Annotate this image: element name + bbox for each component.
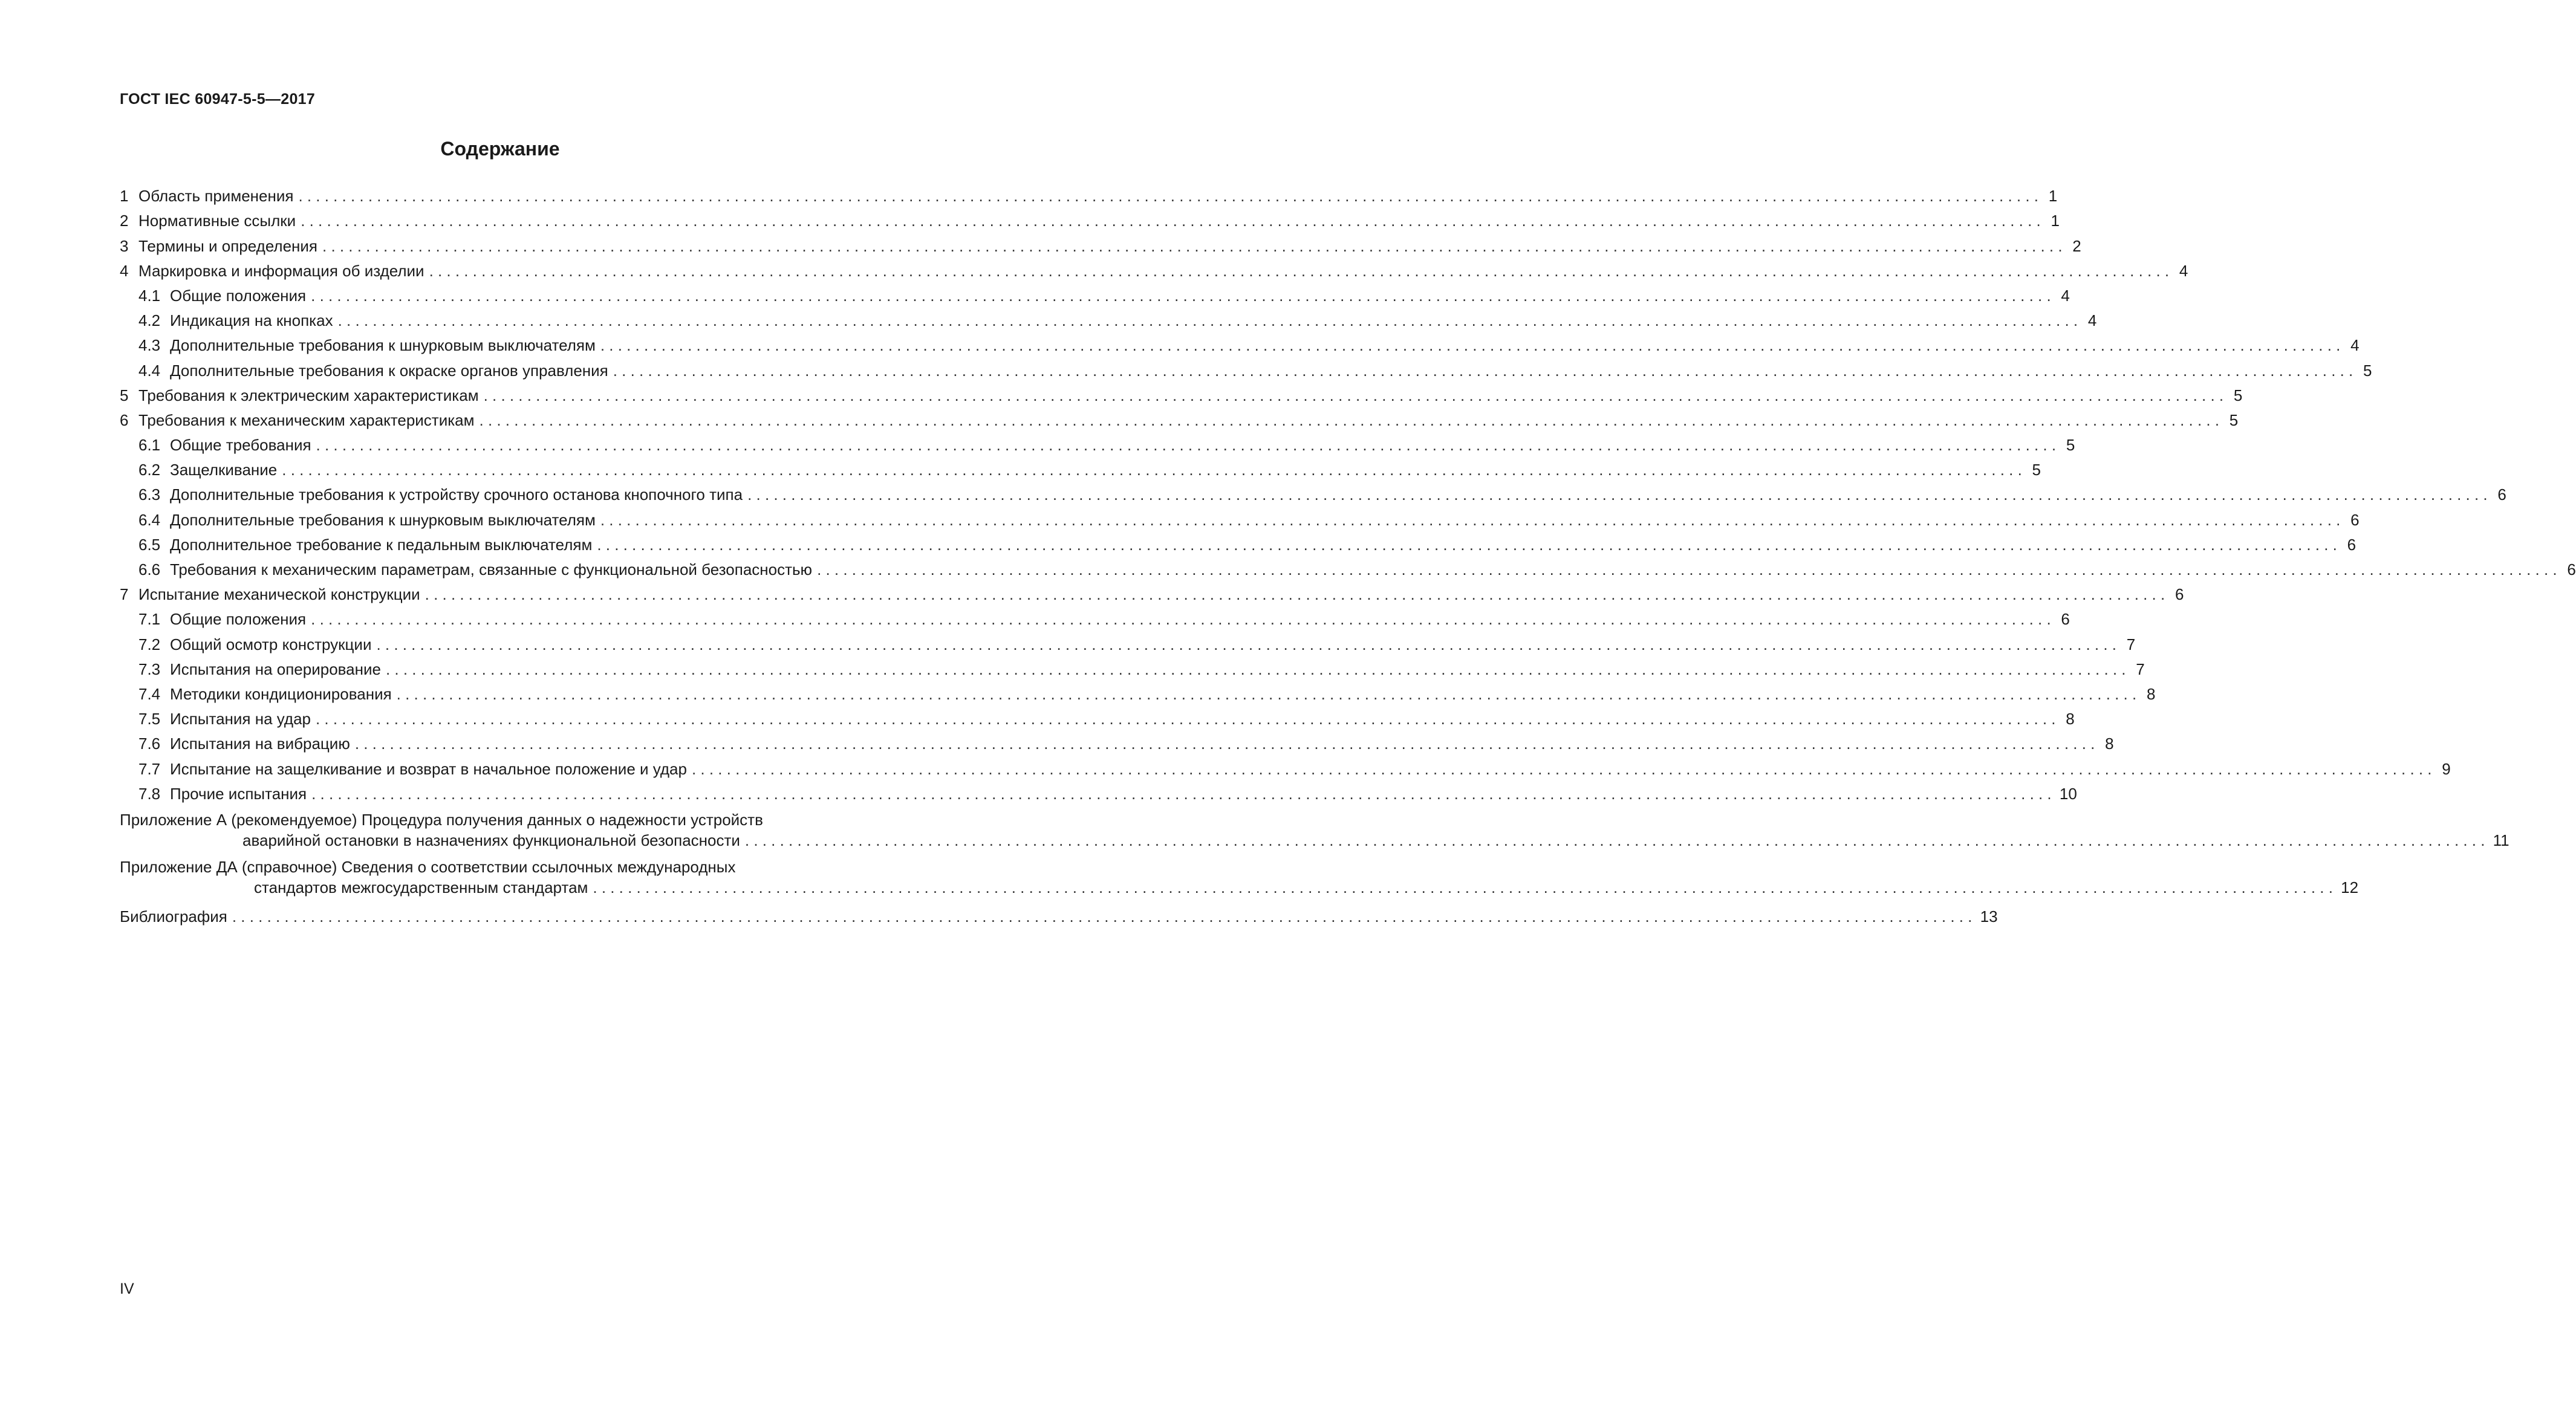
toc-bibliography[interactable] [120,901,1998,926]
toc-leader-dots: ........................................................................................................................................................................................................ [593,878,2338,897]
toc-entry-label: Прочие испытания [170,784,307,803]
toc-entry-label: Общие требования [170,436,311,455]
toc-entry-label: Требования к электрическим характеристикам [138,386,479,404]
toc-entry-page: 2 [2072,236,2081,255]
toc-entry-page: 5 [2032,461,2041,479]
toc-entry-number: 6.6 [138,560,161,579]
toc-entry-7-2[interactable] [120,628,2136,653]
page-number: IV [120,1280,134,1297]
toc-entry-page: 9 [2442,759,2451,778]
toc-entry-number: 7.5 [138,710,161,728]
toc-entry-4[interactable] [120,255,2188,280]
table-of-contents [120,180,2576,926]
toc-entry-label: Дополнительное требование к педальным выключателям [170,535,593,554]
toc-entry-number: 6.2 [138,461,161,479]
toc-leader-dots: ........................................................................................................................................................................................................ [424,585,2170,604]
toc-entry-7-3[interactable] [120,653,2145,678]
document-number: ГОСТ IEC 60947-5-5—2017 [120,91,316,108]
toc-leader-dots: ........................................................................................................................................................................................................ [600,510,2345,529]
toc-entry-6-2[interactable] [120,454,2041,479]
toc-leader-dots: ........................................................................................................................................................................................................ [747,485,2492,504]
toc-leader-dots: ........................................................................................................................................................................................................ [385,660,2130,678]
toc-entry-page: 4 [2179,261,2188,280]
toc-entry-number: 3 [120,236,129,255]
toc-leader-dots: ........................................................................................................................................................................................................ [600,336,2345,355]
toc-entry-page: 6 [2567,560,2576,579]
toc-entry-page: 8 [2066,710,2075,728]
toc-leader-dots: ........................................................................................................................................................................................................ [354,735,2100,753]
toc-entry-6-1[interactable] [120,429,2075,455]
toc-entry-page: 7 [2126,635,2136,653]
toc-entry-label: Термины и определения [138,236,318,255]
toc-entry-number: 6.5 [138,535,161,554]
toc-entry-4-4[interactable] [120,354,2372,380]
toc-entry-label: Защелкивание [170,461,278,479]
toc-entry-page: 6 [2347,535,2356,554]
toc-entry-label: Дополнительные требования к устройству срочного останова кнопочного типа [170,485,743,504]
toc-leader-dots: ........................................................................................................................................................................................................ [479,410,2224,429]
toc-entry-number: 7.6 [138,735,161,753]
toc-leader-dots: ........................................................................................................................................................................................................ [337,311,2083,330]
toc-leader-dots: ........................................................................................................................................................................................................ [301,212,2045,230]
toc-entry-page: 7 [2136,660,2145,678]
toc-entry-label: Дополнительные требования к шнурковым выключателям [170,510,596,529]
toc-entry-label: Нормативные ссылки [138,212,296,230]
toc-entry-label: Испытание на защелкивание и возврат в начальное положение и удар [170,759,687,778]
toc-entry-label: Требования к механическим параметрам, связанные с функциональной безопасностью [170,560,813,579]
toc-leader-dots: ........................................................................................................................................................................................................ [396,684,2141,703]
toc-entry-number: 6.3 [138,485,161,504]
toc-entry-2[interactable] [120,205,2060,230]
toc-entry-number: 4.4 [138,361,161,380]
toc-entry-label: Методики кондиционирования [170,684,392,703]
toc-entry-number: 2 [120,212,129,230]
toc-entry-5[interactable] [120,380,2243,404]
toc-title: Содержание [440,138,560,160]
toc-entry-page: 4 [2087,311,2097,330]
toc-entry-7-7[interactable] [120,753,2451,778]
toc-entry-label: Общий осмотр конструкции [170,635,372,653]
toc-entry-number: 7.1 [138,610,161,629]
toc-entry-label: Маркировка и информация об изделии [138,261,424,280]
toc-entry-6-4[interactable] [120,504,2360,529]
toc-leader-dots: ........................................................................................................................................................................................................ [298,187,2043,206]
toc-entry-number: 6.1 [138,436,161,455]
toc-entry-number: 7.4 [138,684,161,703]
toc-entry-label: Испытание механической конструкции [138,585,420,604]
appendix-da-line1: Приложение ДА (справочное) Сведения о соответствии ссылочных международных [120,857,736,876]
toc-leader-dots: ........................................................................................................................................................................................................ [613,361,2358,380]
toc-leader-dots: ........................................................................................................................................................................................................ [311,286,2055,305]
toc-entry-6-3[interactable] [120,479,2506,504]
toc-appendix-da[interactable] [120,856,2359,897]
toc-leader-dots: ........................................................................................................................................................................................................ [376,635,2121,653]
toc-entry-7[interactable] [120,579,2184,604]
toc-entry-page: 8 [2146,684,2156,703]
toc-entry-label: Библиография [120,907,227,926]
toc-entry-page: 5 [2229,410,2239,429]
toc-entry-label: Требования к механическим характеристикам [138,410,475,429]
toc-appendix-a[interactable] [120,809,2509,850]
toc-entry-number: 7.2 [138,635,161,653]
toc-leader-dots: ........................................................................................................................................................................................................ [597,535,2342,554]
toc-entry-number: 7 [120,585,129,604]
toc-entry-number: 4.3 [138,336,161,355]
toc-entry-number: 5 [120,386,129,404]
toc-entry-page: 4 [2061,286,2070,305]
toc-leader-dots: ........................................................................................................................................................................................................ [744,831,2490,849]
toc-leader-dots: ........................................................................................................................................................................................................ [316,436,2061,455]
toc-entry-number: 7.8 [138,784,161,803]
toc-entry-page: 1 [2048,187,2058,206]
toc-entry-page: 1 [2051,212,2060,230]
toc-entry-7-4[interactable] [120,678,2156,703]
toc-entry-7-8[interactable] [120,778,2077,803]
toc-entry-7-6[interactable] [120,728,2114,753]
toc-leader-dots: ........................................................................................................................................................................................................ [691,759,2436,778]
appendix-da-page: 12 [2341,878,2359,897]
toc-entry-number: 4.1 [138,286,161,305]
toc-entry-7-5[interactable] [120,703,2075,728]
toc-entry-page: 6 [2061,610,2070,629]
toc-entry-6[interactable] [120,404,2239,429]
toc-entry-label: Общие положения [170,610,307,629]
toc-leader-dots: ........................................................................................................................................................................................................ [429,261,2174,280]
appendix-da-line2: стандартов межгосударственным стандартам [254,878,588,897]
toc-entry-label: Общие положения [170,286,307,305]
toc-entry-page: 10 [2059,784,2077,803]
toc-entry-page: 5 [2066,436,2075,455]
toc-entry-label: Область применения [138,187,294,206]
toc-leader-dots: ........................................................................................................................................................................................................ [315,710,2060,728]
toc-entry-number: 7.7 [138,759,161,778]
toc-entry-number: 7.3 [138,660,161,678]
toc-entry-4-1[interactable] [120,280,2070,305]
toc-entry-page: 6 [2497,485,2506,504]
toc-leader-dots: ........................................................................................................................................................................................................ [311,610,2055,629]
toc-entry-label: Испытания на оперирование [170,660,381,678]
toc-entry-1[interactable] [120,180,2058,206]
toc-entry-label: Испытания на вибрацию [170,735,350,753]
toc-entry-7-1[interactable] [120,603,2070,629]
toc-entry-page: 4 [2350,336,2360,355]
toc-leader-dots: ........................................................................................................................................................................................................ [311,784,2056,803]
toc-entry-4-2[interactable] [120,305,2097,330]
toc-entry-number: 4.2 [138,311,161,330]
toc-entry-label: Индикация на кнопках [170,311,333,330]
toc-entry-6-5[interactable] [120,529,2356,554]
toc-entry-6-6[interactable] [120,554,2576,579]
toc-leader-dots: ........................................................................................................................................................................................................ [322,236,2067,255]
appendix-a-page: 11 [2493,831,2509,849]
appendix-a-line2: аварийной остановки в назначениях функциональной безопасности [242,831,740,849]
toc-entry-page: 6 [2350,510,2360,529]
toc-entry-3[interactable] [120,230,2081,255]
toc-leader-dots: ........................................................................................................................................................................................................ [282,461,2026,479]
toc-entry-number: 6.4 [138,510,161,529]
toc-leader-dots: ........................................................................................................................................................................................................ [817,560,2561,579]
toc-entry-number: 6 [120,410,129,429]
toc-entry-page: 5 [2233,386,2243,404]
toc-leader-dots: ........................................................................................................................................................................................................ [483,386,2228,404]
toc-entry-number: 1 [120,187,129,206]
toc-entry-4-3[interactable] [120,329,2360,355]
toc-entry-page: 13 [1980,907,1998,926]
appendix-a-line1: Приложение А (рекомендуемое) Процедура получения данных о надежности устройств [120,810,763,829]
toc-entry-page: 6 [2174,585,2184,604]
toc-entry-number: 4 [120,261,129,280]
toc-leader-dots: ........................................................................................................................................................................................................ [232,907,1977,926]
toc-entry-page: 8 [2105,735,2114,753]
toc-entry-label: Дополнительные требования к окраске органов управления [170,361,608,380]
toc-entry-label: Испытания на удар [170,710,311,728]
toc-entry-page: 5 [2363,361,2372,380]
toc-entry-label: Дополнительные требования к шнурковым выключателям [170,336,596,355]
